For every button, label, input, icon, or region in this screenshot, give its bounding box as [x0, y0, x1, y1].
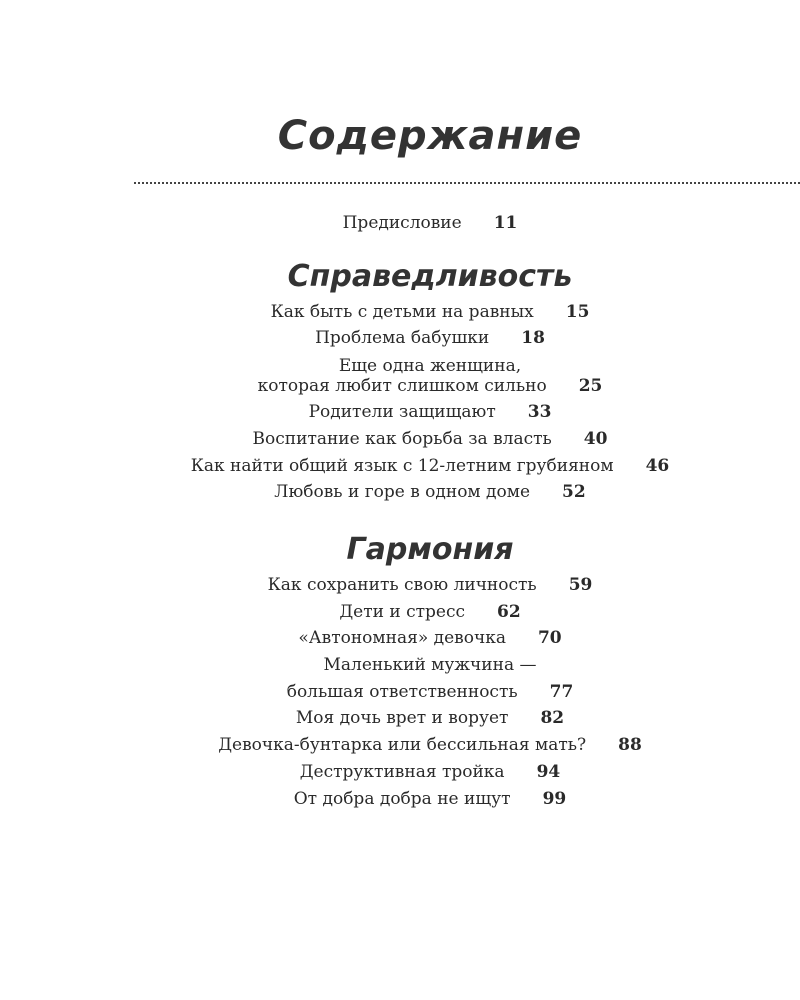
- entry-page-number: 94: [536, 761, 561, 782]
- toc-entry[interactable]: [0, 625, 800, 652]
- entry-label: Предисловие: [342, 213, 462, 233]
- toc-entry[interactable]: [0, 299, 800, 326]
- toc-entry[interactable]: [0, 599, 800, 626]
- entry-page-number: 40: [583, 428, 608, 449]
- toc-entry[interactable]: [0, 732, 800, 759]
- entry-label-line1: Еще одна женщина,: [338, 356, 522, 377]
- entry-page-number: 77: [549, 681, 574, 702]
- toc-entry[interactable]: [0, 453, 800, 480]
- entry-page-number: 82: [540, 708, 565, 729]
- entry-label: Маленький мужчина —: [323, 655, 537, 676]
- entry-label: большая ответственность: [286, 681, 518, 702]
- section-title-harmony: Гармония: [346, 531, 514, 567]
- toc-entry[interactable]: [0, 479, 800, 506]
- entry-page-number: 59: [568, 574, 593, 595]
- entry-label: Любовь и горе в одном доме: [274, 482, 531, 503]
- entry-label: Деструктивная тройка: [299, 761, 505, 782]
- toc-entry[interactable]: [0, 325, 800, 352]
- dotted-divider: [134, 182, 800, 184]
- entry-page-number: 18: [521, 328, 545, 349]
- entry-page-number: 70: [537, 628, 562, 649]
- entry-label: Родители защищают: [308, 402, 496, 423]
- entry-label: Дети и стресс: [339, 601, 465, 622]
- entry-label-line2: которая любит слишком сильно: [257, 376, 547, 397]
- toc-entry[interactable]: [0, 786, 800, 813]
- page-title: Содержание: [277, 113, 583, 159]
- entry-label: Воспитание как борьба за власть: [252, 428, 552, 449]
- entry-page-number: 88: [618, 735, 642, 756]
- entry-label: От добра добра не ищут: [293, 788, 511, 809]
- entry-label: Моя дочь врет и ворует: [295, 708, 509, 729]
- entry-page-number: 46: [645, 455, 670, 476]
- entry-page-number: 11: [493, 213, 518, 233]
- entry-label: Как найти общий язык с 12-летним грубияном: [190, 455, 614, 476]
- entry-page-number: 25: [578, 376, 603, 397]
- table-of-contents: [0, 210, 800, 812]
- toc-entry[interactable]: [0, 759, 800, 786]
- entry-label: Девочка-бунтарка или бессильная мать?: [218, 735, 587, 756]
- toc-entry-continued[interactable]: [0, 652, 800, 679]
- entry-label: Как сохранить свою личность: [267, 574, 537, 595]
- toc-entry[interactable]: [0, 705, 800, 732]
- toc-entry[interactable]: [0, 572, 800, 599]
- toc-entry[interactable]: [0, 399, 800, 426]
- toc-entry[interactable]: [0, 679, 800, 706]
- entry-page-number: 52: [562, 482, 586, 503]
- entry-page-number: 15: [565, 301, 590, 322]
- toc-entry-preface[interactable]: [0, 210, 800, 237]
- entry-label: Проблема бабушки: [315, 328, 490, 349]
- toc-entry[interactable]: [0, 426, 800, 453]
- entry-page-number: 33: [527, 402, 552, 423]
- entry-page-number: 62: [497, 601, 521, 622]
- entry-label: Как быть с детьми на равных: [270, 301, 534, 322]
- entry-label: «Автономная» девочка: [298, 628, 506, 649]
- toc-entry[interactable]: [0, 352, 800, 399]
- section-title-justice: Справедливость: [287, 258, 573, 294]
- entry-page-number: 99: [542, 788, 567, 809]
